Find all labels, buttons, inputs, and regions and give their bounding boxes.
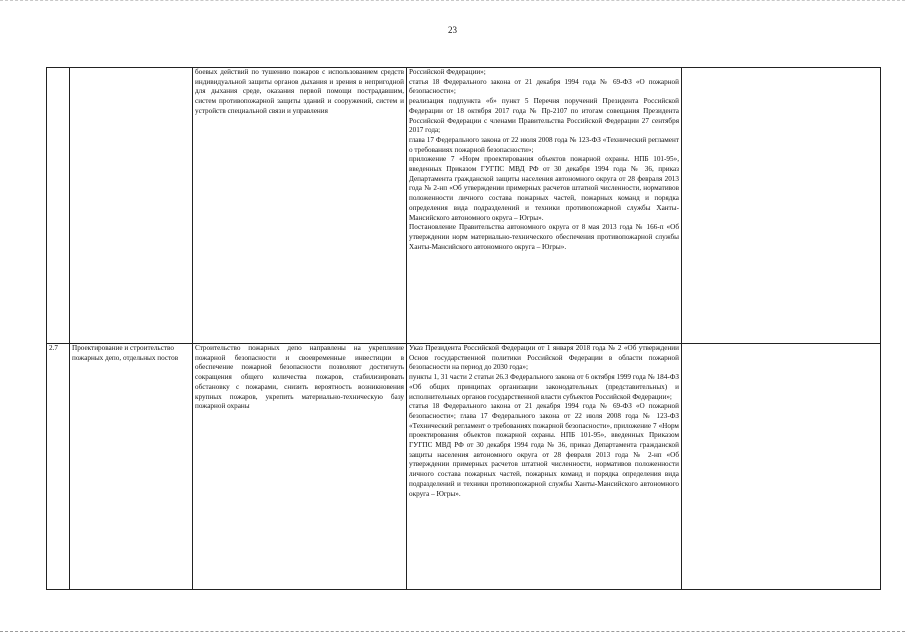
measures-table [46,67,881,590]
legal-basis-paragraph: статья 18 Федерального закона от 21 декабря 1994 года № 69-ФЗ «О пожарной безопасности»; глава 17 Федерального закона от 22 июля 2008 года № 123-ФЗ «Технический регламент о требованиях пожарной безопасности», приложение 7 «Норм проектирования объектов пожарной охраны. НПБ 101-95», введенных Приказом ГУГПС МВД РФ от 30 декабря 1994 года № 36, приказ Департамента гражданской защиты населения автономного округа от 28 февраля 2013 года № 2-нп «Об утверждении примерных расчетов штатной численности, нормативов положенности личного состава пожарных частей, пожарных команд и порядка определения вида подразделений и техники противопожарной службы Ханты-Мансийского автономного округа – Югры». [409,402,679,498]
scan-edge-bottom [0,631,905,634]
measure-description-cell: боевых действий по тушению пожаров с использованием средств индивидуальной защиты органов дыхания и зрения в непригодной для дыхания среде, оказания первой помощи пострадавшим, систем противопожарной защиты зданий и сооружений, систем и устройств специальной связи и управления [193,68,407,344]
legal-basis-paragraph: Указ Президента Российской Федерации от 1 января 2018 года № 2 «Об утверждении Основ государственной политики Российской Федерации в области пожарной безопасности на период до 2030 года»; [409,344,679,372]
note-cell [682,68,881,344]
legal-basis-paragraph: пункты 1, 31 части 2 статьи 26.3 Федерального закона от 6 октября 1999 года № 184-ФЗ «Об общих принципах организации законодательных (представительных) и исполнительных органов государственной власти субъектов Российской Федерации»; [409,373,679,401]
page-number: 23 [448,25,457,35]
scan-edge-top [0,0,905,4]
legal-basis-paragraph: реализация подпункта «б» пункт 5 Перечня поручений Президента Российской Федерации от 18 октября 2017 года № Пр-2107 по итогам совещания Президента Российской Федерации с членами Правительства Российской Федерации 27 сентября 2017 года; [409,97,679,135]
legal-basis-paragraph: глава 17 Федерального закона от 22 июля 2008 года № 123-ФЗ «Технический регламент о требованиях пожарной безопасности»; [409,135,679,154]
legal-basis-paragraph: Постановление Правительства автономного округа от 8 мая 2013 года № 166-п «Об утверждении норм материально-технического обеспечения противопожарной службы Ханты-Мансийского автономного округа – Югры». [409,223,679,251]
measure-name-cell [70,68,193,344]
legal-basis-cell [407,68,682,344]
measure-description-cell: Строительство пожарных депо направлены на укрепление пожарной безопасности и своевременные инвестиции в обеспечение пожарной безопасности позволяют достигнуть сокращения общего количества пожаров, стабилизировать обстановку с пожарами, снизить вероятность возникновения крупных пожаров, укрепить материально-техническую базу пожарной охраны [193,344,407,590]
row-number-cell [47,68,70,344]
legal-basis-paragraph: Российской Федерации»; [409,68,486,76]
measure-name-cell: Проектирование и строительство пожарных депо, отдельных постов [70,344,193,590]
row-number-cell: 2.7 [47,344,70,590]
legal-basis-cell [407,344,682,590]
legal-basis-paragraph: статья 18 Федерального закона от 21 декабря 1994 года № 69-ФЗ «О пожарной безопасности»; [409,77,679,96]
note-cell [682,344,881,590]
legal-basis-paragraph: приложение 7 «Норм проектирования объектов пожарной охраны. НПБ 101-95», введенных Приказом ГУГПС МВД РФ от 30 декабря 1994 года № 36, приказ Департамента гражданской защиты населения автономного округа от 28 февраля 2013 года № 2-нп «Об утверждении примерных расчетов штатной численности, нормативов положенности личного состава пожарных частей, пожарных команд и порядка определения вида подразделений и техники противопожарной службы Ханты-Мансийского автономного округа – Югры». [409,155,679,222]
table-row [47,68,881,344]
table-row [47,344,881,590]
